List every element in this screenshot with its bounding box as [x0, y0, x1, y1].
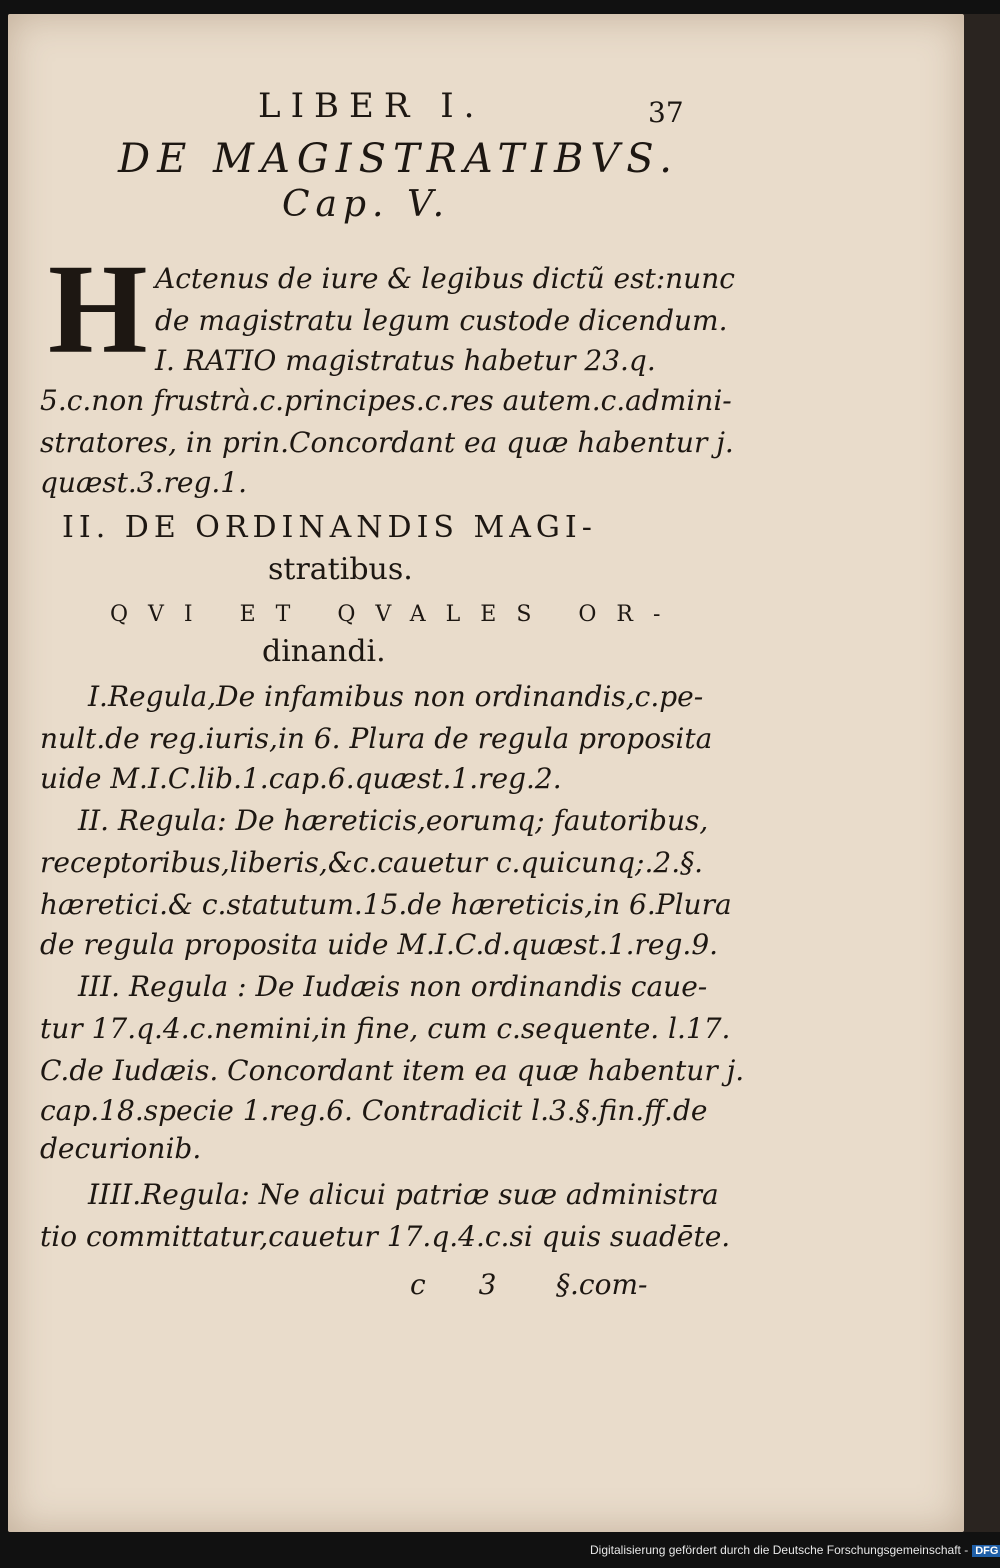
- body-line: de magistratu legum custode dicendum.: [155, 304, 728, 337]
- body-line: tio committatur,cauetur 17.q.4.c.si quis suadēte.: [40, 1220, 731, 1253]
- chapter-title: DE MAGISTRATIBVS.: [118, 136, 679, 182]
- body-line: tur 17.q.4.c.nemini,in fine, cum c.sequente. l.17.: [40, 1012, 731, 1045]
- drop-cap: H: [48, 238, 148, 380]
- running-title: LIBER I.: [258, 86, 485, 126]
- credit-text: Digitalisierung gefördert durch die Deutsche Forschungsgemeinschaft -: [590, 1543, 969, 1557]
- body-line: IIII.Regula: Ne alicui patriæ suæ administra: [88, 1178, 719, 1211]
- body-line: decurionib.: [40, 1132, 202, 1165]
- dfg-logo: DFG: [972, 1545, 1000, 1557]
- page-number: 37: [648, 96, 684, 129]
- digitization-credit: [590, 1543, 1000, 1557]
- body-line: hæretici.& c.statutum.15.de hæreticis,in 6.Plura: [40, 888, 732, 921]
- body-line: C.de Iudæis. Concordant item ea quæ habentur j.: [40, 1054, 745, 1087]
- subsection-heading: dinandi.: [262, 634, 386, 669]
- body-line: quæst.3.reg.1.: [40, 466, 248, 499]
- body-line: de regula proposita uide M.I.C.d.quæst.1.reg.9.: [40, 928, 719, 961]
- subsection-heading: QVI ET QVALES OR-: [110, 602, 681, 627]
- body-line: I. RATIO magistratus habetur 23.q.: [155, 344, 656, 377]
- body-line: nult.de reg.iuris,in 6. Plura de regula proposita: [40, 722, 713, 755]
- body-line: stratores, in prin.Concordant ea quæ habentur j.: [40, 426, 734, 459]
- section-heading: stratibus.: [268, 552, 413, 587]
- chapter-number: Cap. V.: [282, 184, 451, 225]
- catchword: §.com-: [556, 1268, 648, 1301]
- body-line: receptoribus,liberis,&c.cauetur c.quicunq;.2.§.: [40, 846, 703, 879]
- scan-edge: [964, 14, 1000, 1532]
- body-line: Actenus de iure & legibus dictũ est:nunc: [155, 262, 735, 295]
- section-heading: II. DE ORDINANDIS MAGI-: [62, 510, 597, 545]
- body-line: 5.c.non frustrà.c.principes.c.res autem.c.admini-: [40, 384, 732, 417]
- body-line: cap.18.specie 1.reg.6. Contradicit l.3.§.fin.ff.de: [40, 1094, 708, 1127]
- body-line: I.Regula,De infamibus non ordinandis,c.pe-: [88, 680, 704, 713]
- body-line: III. Regula : De Iudæis non ordinandis caue-: [78, 970, 708, 1003]
- body-line: uide M.I.C.lib.1.cap.6.quæst.1.reg.2.: [40, 762, 562, 795]
- body-line: II. Regula: De hæreticis,eorumq; fautoribus,: [78, 804, 709, 837]
- signature-mark: c 3: [410, 1268, 519, 1301]
